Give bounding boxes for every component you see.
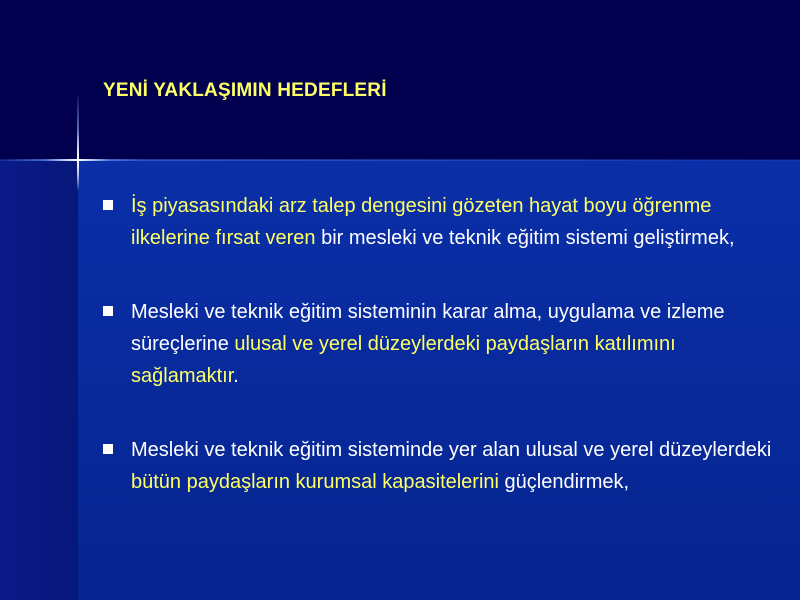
square-bullet-icon [103,306,113,316]
horizontal-divider-line [0,159,800,161]
bullet-2-highlight: ulusal ve yerel düzeylerdeki paydaşların katılımını sağlamaktır [131,333,676,387]
slide-title: YENİ YAKLAŞIMIN HEDEFLERİ [103,80,387,101]
bullet-2-text-end: . [233,365,239,387]
bullet-3-text: Mesleki ve teknik eğitim sisteminde yer alan ulusal ve yerel düzeylerdeki [131,439,772,461]
bullet-list [98,190,788,498]
bullet-item-3 [98,434,788,498]
square-bullet-icon [103,200,113,210]
bullet-2-text: Mesleki ve teknik eğitim sisteminin karar alma, uygulama ve izleme süreçlerine [131,301,725,355]
left-decorative-band [0,160,78,600]
square-bullet-icon [103,444,113,454]
bullet-3-text-end: güçlendirmek, [498,471,630,493]
bullet-item-1 [98,190,788,254]
bullet-1-highlight: İş piyasasındaki arz talep dengesini gözeten hayat boyu öğrenme ilkelerine fırsat veren [131,195,712,249]
bullet-1-text: bir mesleki ve teknik eğitim sistemi geliştirmek, [315,227,735,249]
bullet-item-2 [98,296,788,392]
sparkle-vertical [77,130,79,190]
bullet-3-highlight: bütün paydaşların kurumsal kapasitelerini [131,471,499,493]
